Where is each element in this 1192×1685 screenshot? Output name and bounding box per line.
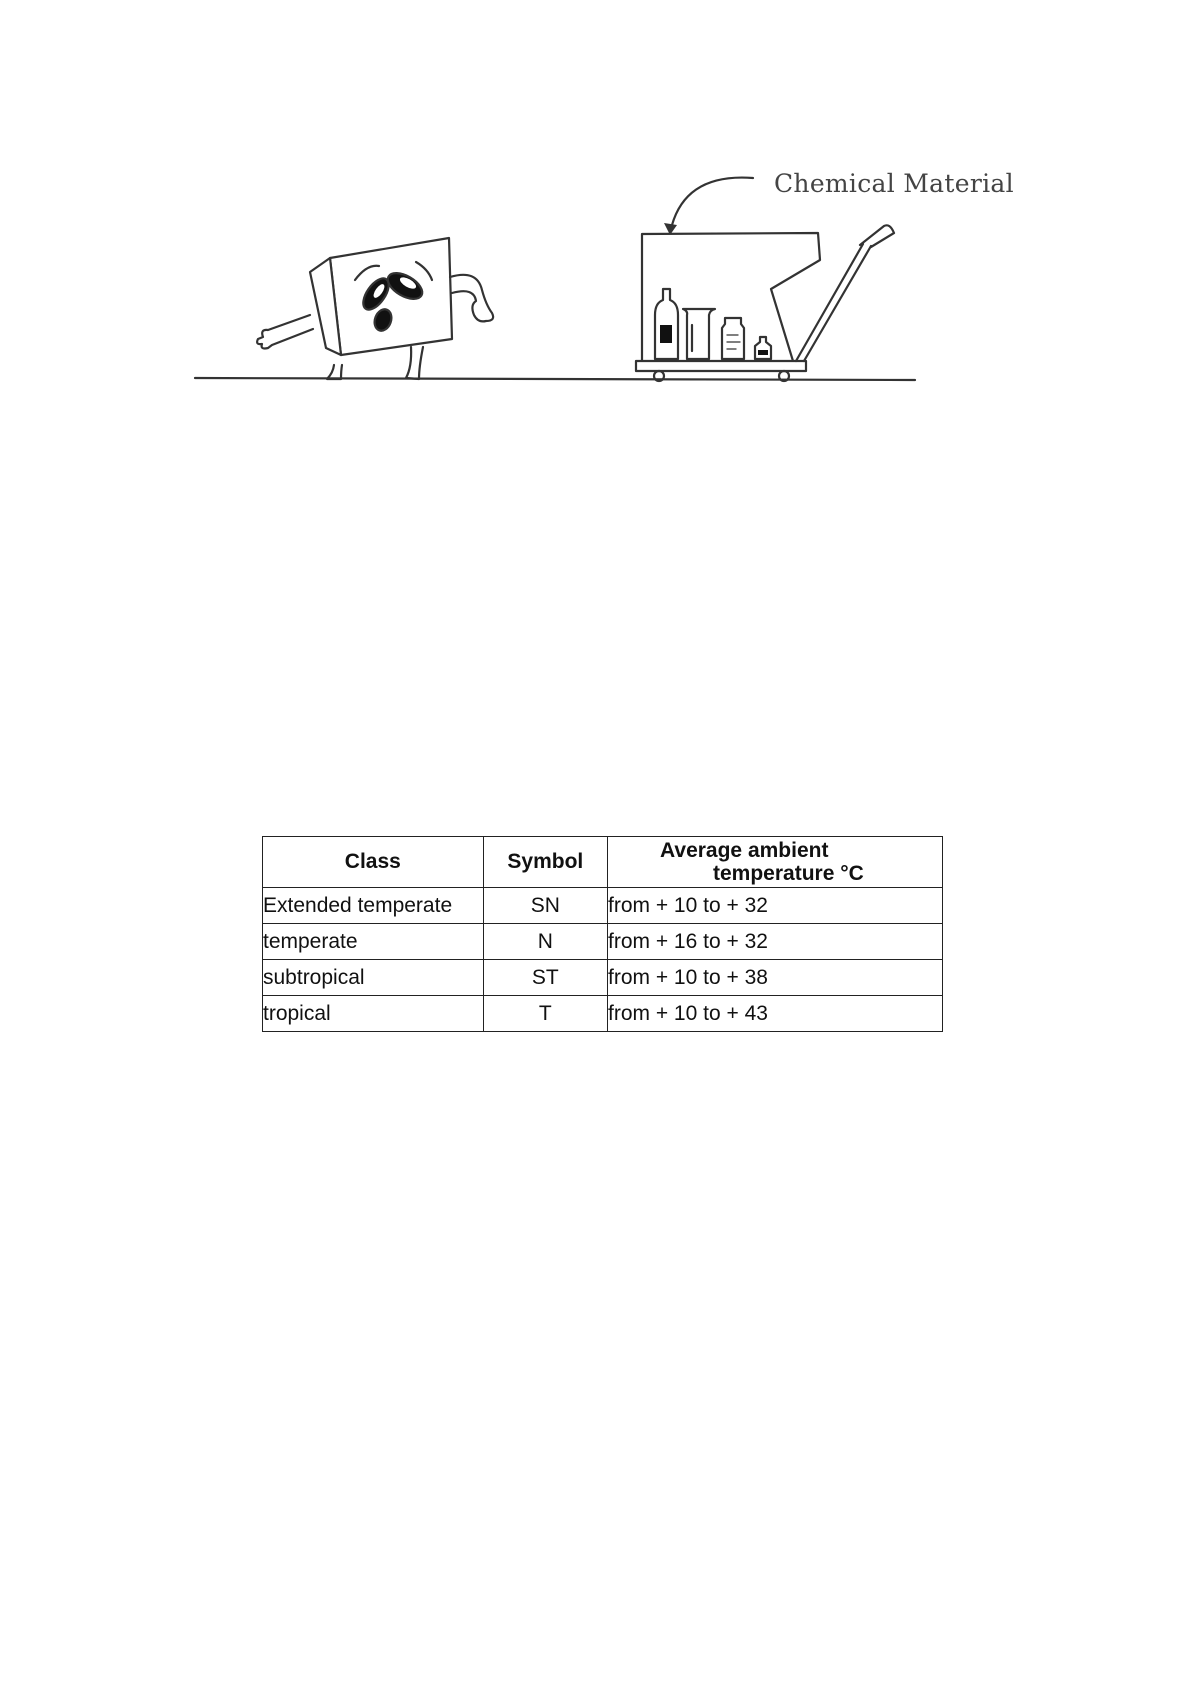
climate-class-table (262, 836, 943, 1032)
header-symbol: Symbol (483, 837, 607, 888)
cell-class: Extended temperate (263, 888, 484, 924)
cart-with-chemical-bottles-icon (636, 225, 894, 381)
cell-symbol: ST (483, 960, 607, 996)
cell-class: temperate (263, 924, 484, 960)
warning-illustration (190, 165, 990, 395)
callout-arrow (670, 178, 753, 231)
table-row (263, 924, 943, 960)
cell-class: subtropical (263, 960, 484, 996)
table-header-row (263, 837, 943, 888)
sad-box-character-icon (257, 238, 493, 379)
table-row (263, 960, 943, 996)
cell-symbol: SN (483, 888, 607, 924)
cell-symbol: T (483, 996, 607, 1032)
header-temperature (608, 837, 943, 888)
cell-symbol: N (483, 924, 607, 960)
header-temperature-line2: temperature °C (713, 862, 864, 885)
callout-label: Chemical Material (774, 169, 1014, 198)
ground-line (195, 378, 915, 380)
cell-class: tropical (263, 996, 484, 1032)
header-temperature-line1: Average ambient (660, 839, 829, 862)
cell-temperature: from + 16 to + 32 (608, 924, 943, 960)
table-row (263, 888, 943, 924)
cell-temperature: from + 10 to + 43 (608, 996, 943, 1032)
header-class: Class (263, 837, 484, 888)
table-row (263, 996, 943, 1032)
cell-temperature: from + 10 to + 38 (608, 960, 943, 996)
cell-temperature: from + 10 to + 32 (608, 888, 943, 924)
